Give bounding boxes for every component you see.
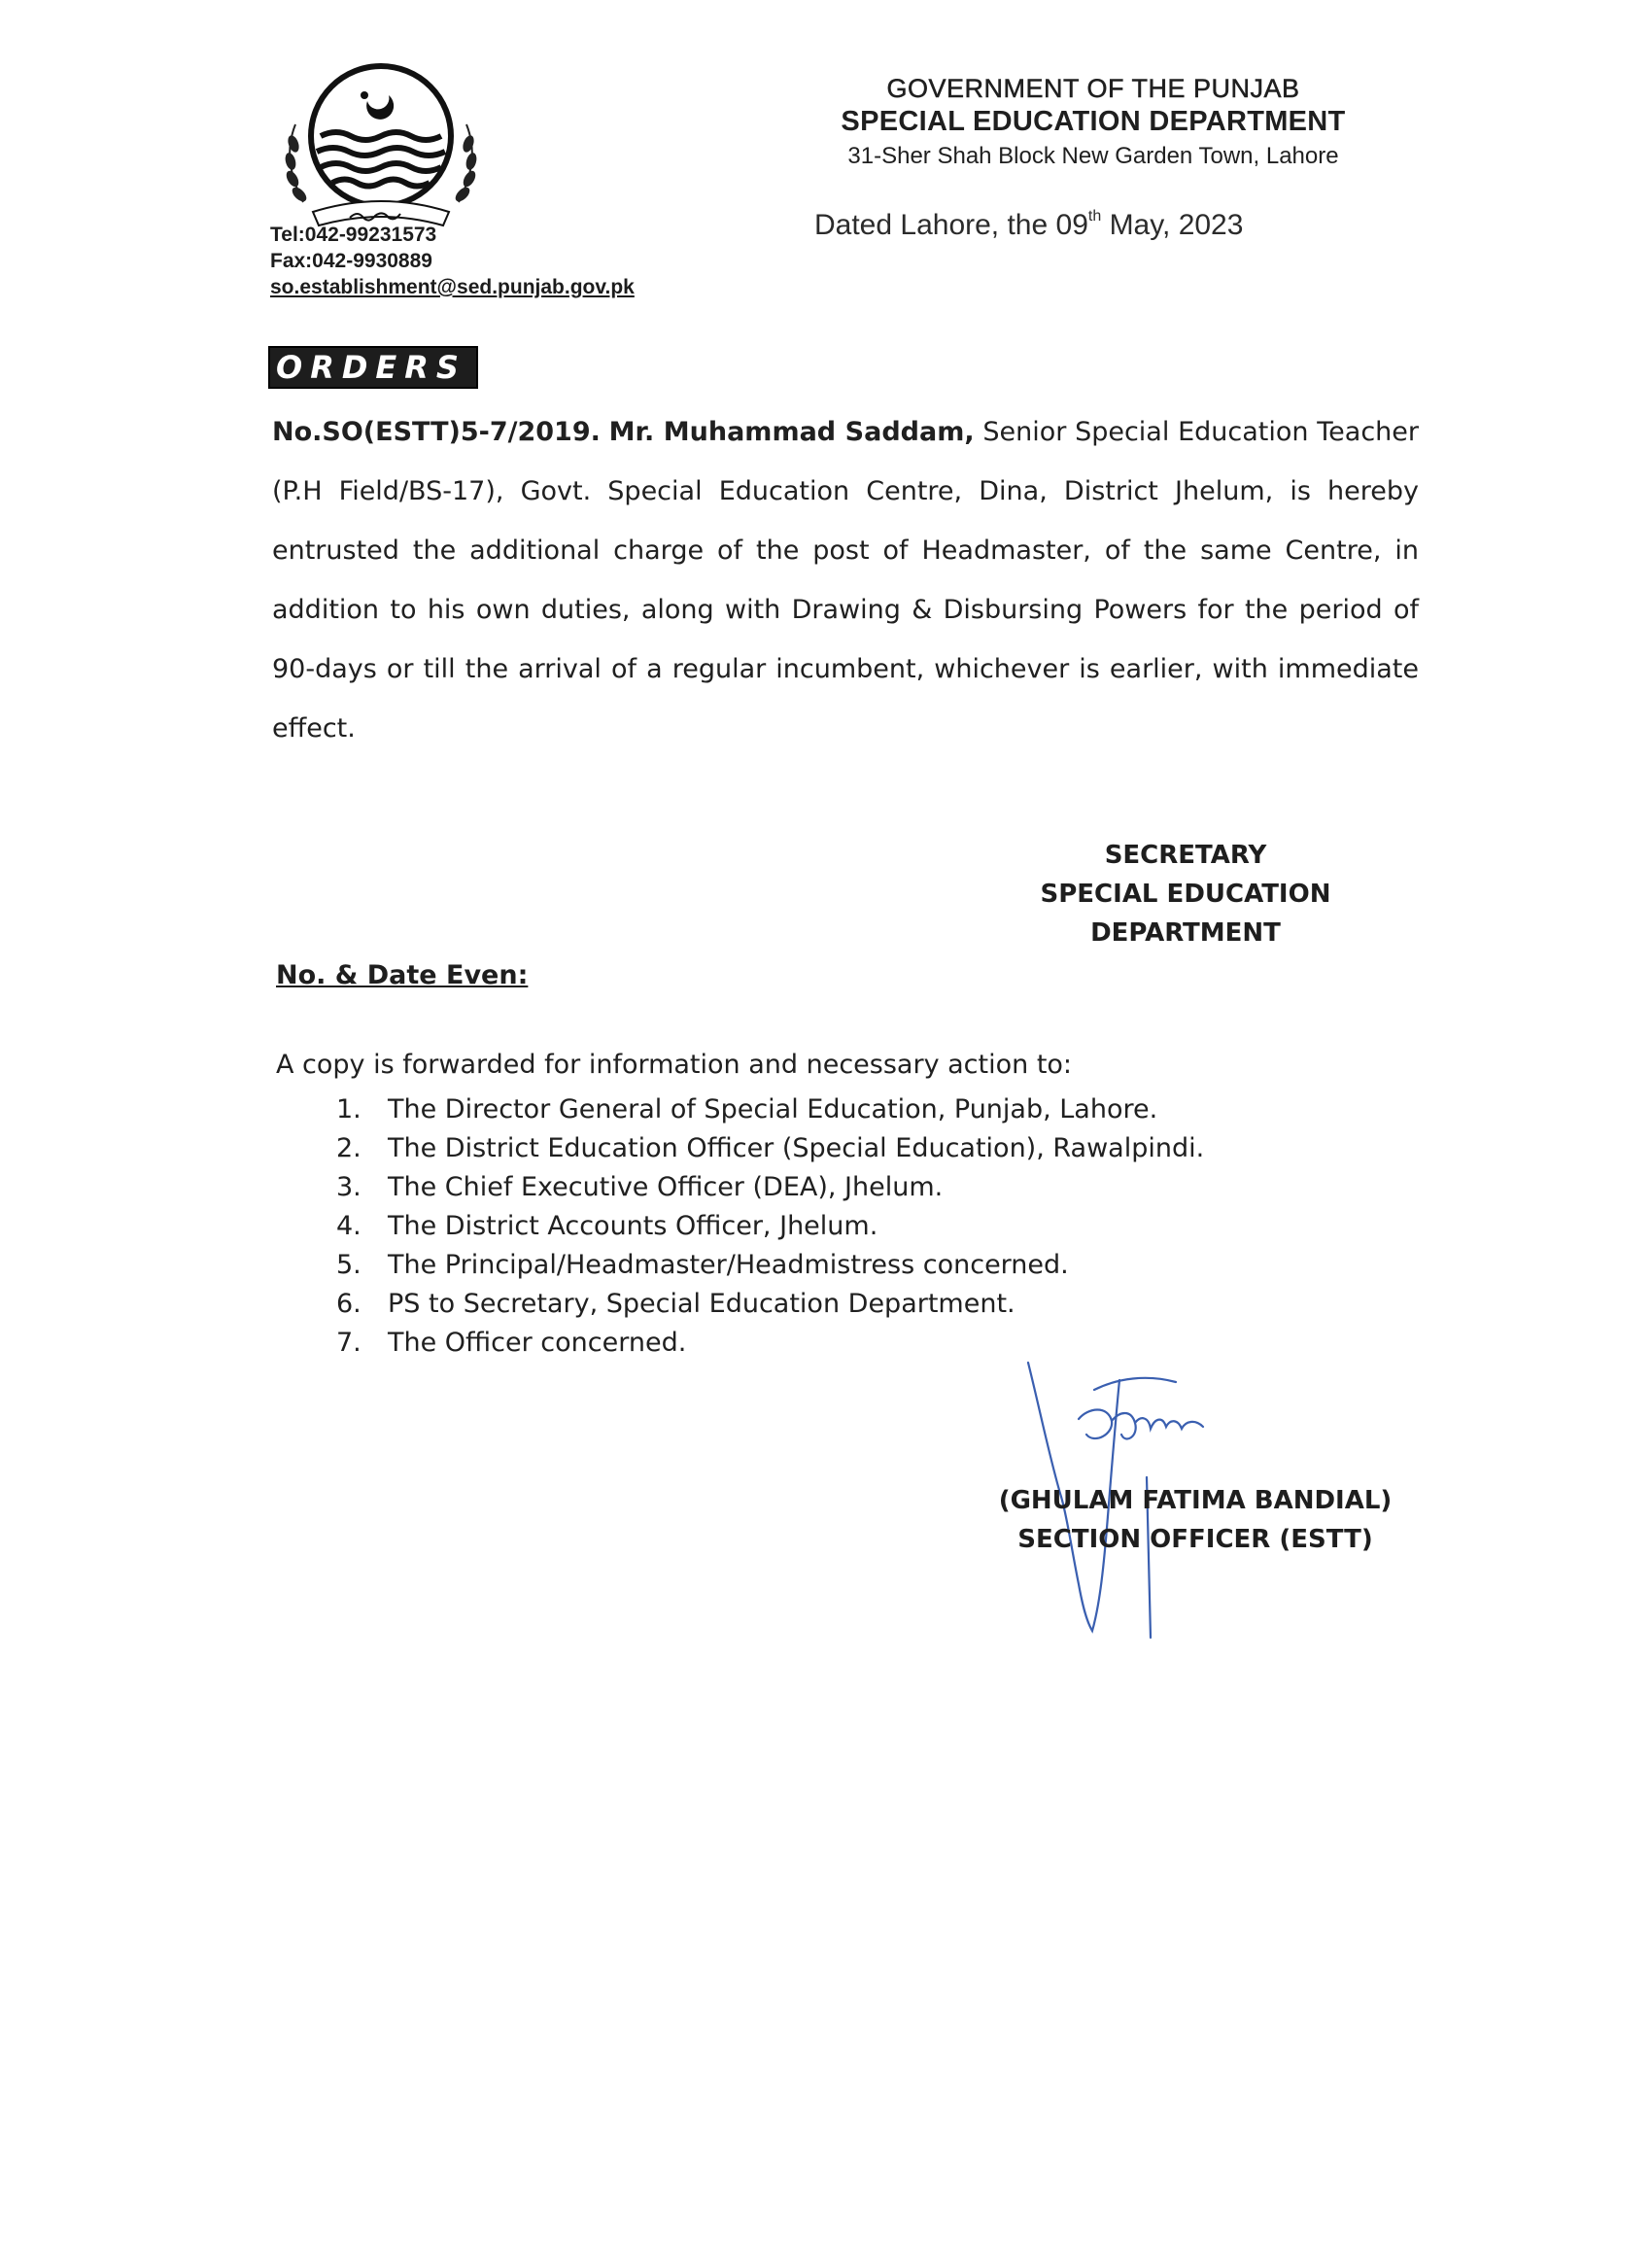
list-item-number: 1. <box>336 1094 361 1124</box>
order-text: Senior Special Education Teacher (P.H Field/BS-17), Govt. Special Education Centre, Dina, District Jhelum, is hereby entrusted the additional charge of the post of Headmaster, of the same Centre, in addition to his own duties, along with Drawing & Disbursing Powers for the period of 90-days or till the arrival of a regular incumbent, whichever is earlier, with immediate effect. <box>272 417 1419 744</box>
email-link[interactable]: so.establishment@sed.punjab.gov.pk <box>270 276 635 298</box>
signatory-block <box>991 1481 1399 1559</box>
department-address: 31-Sher Shah Block New Garden Town, Lahore <box>847 143 1339 169</box>
officer-name: Mr. Muhammad Saddam, <box>608 417 975 447</box>
secretary-line-1: SECRETARY <box>1104 841 1267 870</box>
dated-suffix: May, 2023 <box>1101 209 1244 241</box>
order-reference-number: No.SO(ESTT)5-7/2019. <box>272 417 601 447</box>
list-item-number: 2. <box>336 1133 361 1163</box>
no-date-even-heading: No. & Date Even: <box>276 960 529 990</box>
list-item-text: The Director General of Special Education, Punjab, Lahore. <box>388 1094 1158 1124</box>
list-item <box>336 1168 1204 1207</box>
signatory-name: (GHULAM FATIMA BANDIAL) <box>998 1486 1393 1515</box>
list-item-number: 3. <box>336 1172 361 1202</box>
government-title: GOVERNMENT OF THE PUNJAB <box>886 74 1300 103</box>
punjab-emblem-logo <box>274 56 488 237</box>
list-item-number: 5. <box>336 1250 361 1280</box>
order-body <box>272 402 1419 758</box>
list-item-text: The District Accounts Officer, Jhelum. <box>388 1211 878 1241</box>
list-item-number: 7. <box>336 1328 361 1358</box>
list-item-number: 4. <box>336 1211 361 1241</box>
secretary-block <box>1001 836 1370 952</box>
signatory-designation: SECTION OFFICER (ESTT) <box>1017 1525 1373 1554</box>
list-item-text: The District Education Officer (Special Education), Rawalpindi. <box>388 1133 1205 1163</box>
contact-info <box>270 222 635 300</box>
tel-number: Tel:042-99231573 <box>270 224 437 246</box>
orders-heading: ORDERS <box>268 346 478 389</box>
list-item-text: The Officer concerned. <box>388 1328 687 1358</box>
secretary-line-2: SPECIAL EDUCATION <box>1040 880 1331 909</box>
list-item-text: The Principal/Headmaster/Headmistress concerned. <box>388 1250 1069 1280</box>
dated-line <box>814 208 1243 242</box>
list-item <box>336 1090 1204 1129</box>
department-title: SPECIAL EDUCATION DEPARTMENT <box>841 106 1346 137</box>
letterhead <box>739 72 1448 173</box>
dated-prefix: Dated Lahore, the 09 <box>814 209 1088 241</box>
list-item-text: The Chief Executive Officer (DEA), Jhelum. <box>388 1172 944 1202</box>
list-item-number: 6. <box>336 1289 361 1319</box>
list-item <box>336 1285 1204 1324</box>
fax-number: Fax:042-9930889 <box>270 250 432 272</box>
dated-superscript: th <box>1087 208 1102 225</box>
list-item-text: PS to Secretary, Special Education Department. <box>388 1289 1015 1319</box>
list-item <box>336 1207 1204 1246</box>
forward-text: A copy is forwarded for information and necessary action to: <box>276 1050 1073 1080</box>
copy-to-list <box>336 1090 1204 1363</box>
list-item <box>336 1246 1204 1285</box>
list-item <box>336 1129 1204 1168</box>
secretary-line-3: DEPARTMENT <box>1090 918 1281 948</box>
